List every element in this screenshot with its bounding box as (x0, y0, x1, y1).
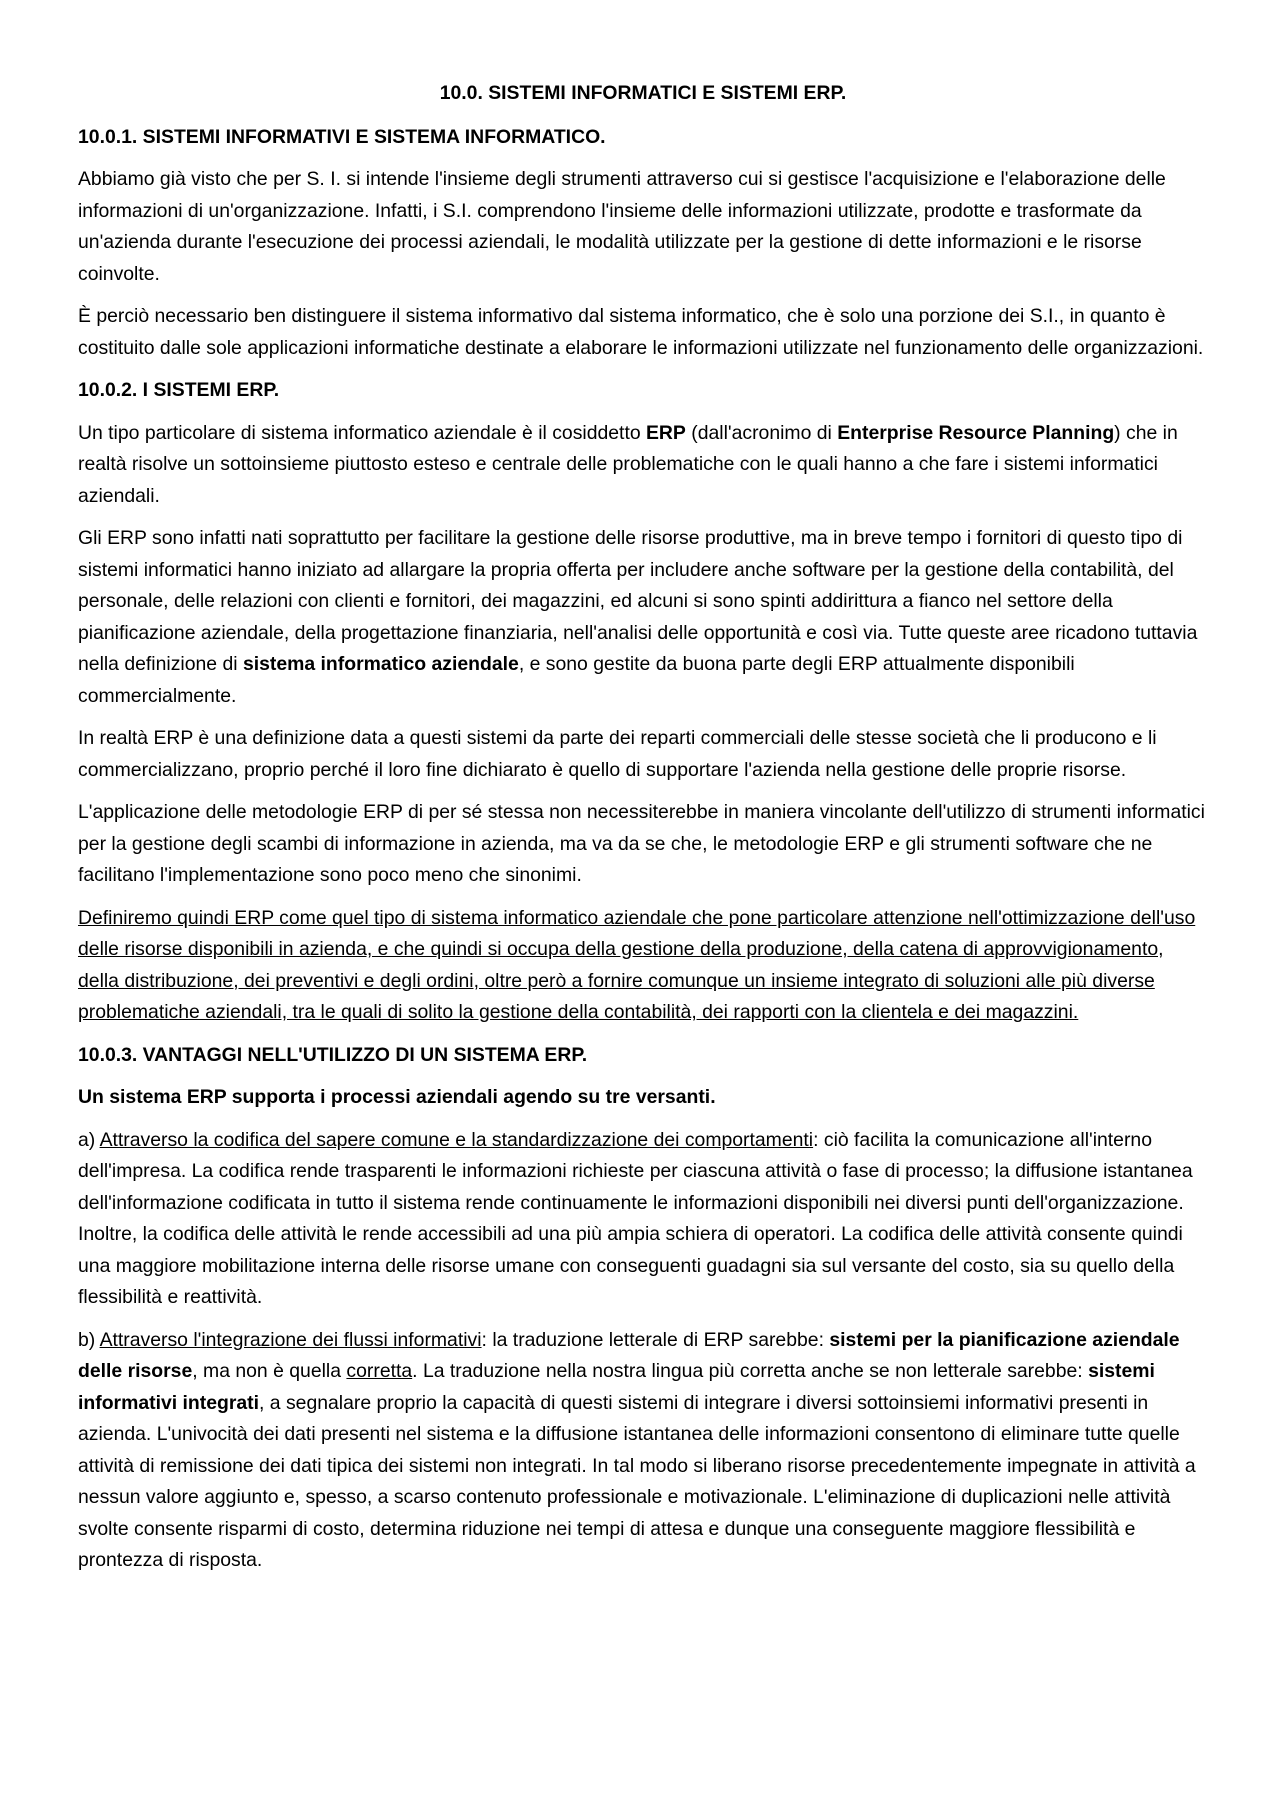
paragraph: In realtà ERP è una definizione data a questi sistemi da parte dei reparti commerciali delle stesse società che li producono e li commercializzano, proprio perché il loro fine dichiarato è quello di supportare l'azienda nella gestione delle proprie risorse. (78, 727, 1157, 781)
text-run: Un tipo particolare di sistema informatico aziendale è il cosiddetto (78, 421, 646, 444)
text-run: Gli ERP sono infatti nati soprattutto per facilitare la gestione delle risorse produttive, ma in breve tempo i fornitori di questo tipo di sistemi informatici hanno iniziato ad allargare la propria offerta per includere anche software per la gestione della contabilità, del personale, delle relazioni con clienti e fornitori, dei magazzini, ed alcuni si sono spinti addirittura a fianco nel settore della pianificazione aziendale, della progettazione finanziaria, nell'analisi delle opportunità e così via. Tutte queste aree ricadono tuttavia nella definizione di (78, 527, 1198, 675)
text-run: , e sono gestite da buona parte degli ERP attualmente disponibili commercialmente. (78, 653, 1075, 707)
text-run: b) (78, 1328, 100, 1351)
underlined-text: Attraverso la codifica del sapere comune e la standardizzazione dei comportamenti (99, 1128, 814, 1151)
bold-text: sistemi informativi integrati (78, 1360, 1155, 1414)
underlined-text: corretta (346, 1360, 413, 1382)
paragraph (78, 418, 1208, 513)
text-run: : ciò facilita la comunicazione all'interno dell'impresa. La codifica rende trasparenti le informazioni richieste per ciascuna attività o fase di processo; la diffusione istantanea dell'informazione codificata in tutto il sistema rende continuamente le informazioni disponibili nei diversi punti dell'organizzazione. Inoltre, la codifica delle attività le rende accessibili ad una più ampia schiera di operatori. La codifica delle attività consente quindi una maggiore mobilitazione interna delle risorse umane con conseguenti guadagni sia sul versante del costo, sia su quello della flessibilità e reattività. (78, 1128, 1193, 1308)
text-run: . La traduzione nella nostra lingua più corretta anche se non letterale sarebbe: (412, 1360, 1089, 1382)
paragraph: È perciò necessario ben distinguere il sistema informativo dal sistema informatico, che è solo una porzione dei S.I., in quanto è costituito dalle sole applicazioni informatiche destinate a elaborare le informazioni utilizzate nel funzionamento delle organizzazioni. (78, 305, 1204, 359)
document-page (78, 78, 1208, 1588)
underlined-text: Attraverso l'integrazione dei flussi informativi (99, 1328, 482, 1351)
document-title: 10.0. SISTEMI INFORMATICI E SISTEMI ERP. (439, 82, 847, 104)
bold-text: sistemi per la pianificazione aziendale delle risorse (78, 1328, 1180, 1382)
text-run: , a segnalare proprio la capacità di questi sistemi di integrare i diversi sottoinsiemi informativi presenti in azienda. L'univocità dei dati presenti nel sistema e la diffusione istantanea delle informazioni consentono di eliminare tutte quelle attività di remissione dei dati tipica dei sistemi non integrati. In tal modo si liberano risorse precedentemente impegnate in attività a nessun valore aggiunto e, spesso, a scarso contenuto professionale e motivazionale. L'eliminazione di duplicazioni nelle attività svolte consente risparmi di costo, determina riduzione nei tempi di attesa e dunque una conseguente maggiore flessibilità e prontezza di risposta. (78, 1391, 1196, 1571)
paragraph: L'applicazione delle metodologie ERP di per sé stessa non necessiterebbe in maniera vincolante dell'utilizzo di strumenti informatici per la gestione degli scambi di informazione in azienda, ma va da se che, le metodologie ERP e gli strumenti software che ne facilitano l'implementazione sono poco meno che sinonimi. (78, 801, 1205, 886)
text-run: a) (78, 1128, 100, 1151)
bold-text: Enterprise Resource Planning (837, 421, 1115, 444)
text-run: : la traduzione letterale di ERP sarebbe: (481, 1328, 830, 1351)
section-heading-1: 10.0.1. SISTEMI INFORMATIVI E SISTEMA INFORMATICO. (78, 125, 606, 148)
paragraph (78, 523, 1208, 712)
bold-text: ERP (646, 421, 686, 444)
text-run: ) che in realtà risolve un sottoinsieme piuttosto esteso e centrale delle problematiche con le quali hanno a che fare i sistemi informatici aziendali. (78, 421, 1178, 507)
bold-text: sistema informatico aziendale (242, 653, 519, 675)
erp-definition-paragraph: Definiremo quindi ERP come quel tipo di sistema informatico aziendale che pone particolare attenzione nell'ottimizzazione dell'uso delle risorse disponibili in azienda, e che quindi si occupa della gestione della produzione, della catena di approvvigionamento, della distribuzione, dei preventivi e degli ordini, oltre però a fornire comunque un insieme integrato di soluzioni alle più diverse problematiche aziendali, tra le quali di solito la gestione della contabilità, dei rapporti con la clientela e dei magazzini. (78, 906, 1196, 1023)
section-heading-3: 10.0.3. VANTAGGI NELL'UTILIZZO DI UN SISTEMA ERP. (78, 1043, 588, 1066)
bold-text: Un sistema ERP supporta i processi aziendali agendo su tre versanti. (78, 1086, 716, 1108)
paragraph: Abbiamo già visto che per S. I. si intende l'insieme degli strumenti attraverso cui si gestisce l'acquisizione e l'elaborazione delle informazioni di un'organizzazione. Infatti, i S.I. comprendono l'insieme delle informazioni utilizzate, prodotte e trasformate da un'azienda durante l'esecuzione dei processi aziendali, le modalità utilizzate per la gestione di dette informazioni e le risorse coinvolte. (78, 168, 1166, 285)
paragraph (78, 1325, 1208, 1577)
paragraph (78, 1125, 1208, 1314)
section-heading-2: 10.0.2. I SISTEMI ERP. (78, 379, 280, 401)
paragraph (78, 1082, 1208, 1114)
text-run: , ma non è quella (192, 1360, 347, 1382)
text-run: (dall'acronimo di (685, 421, 838, 444)
